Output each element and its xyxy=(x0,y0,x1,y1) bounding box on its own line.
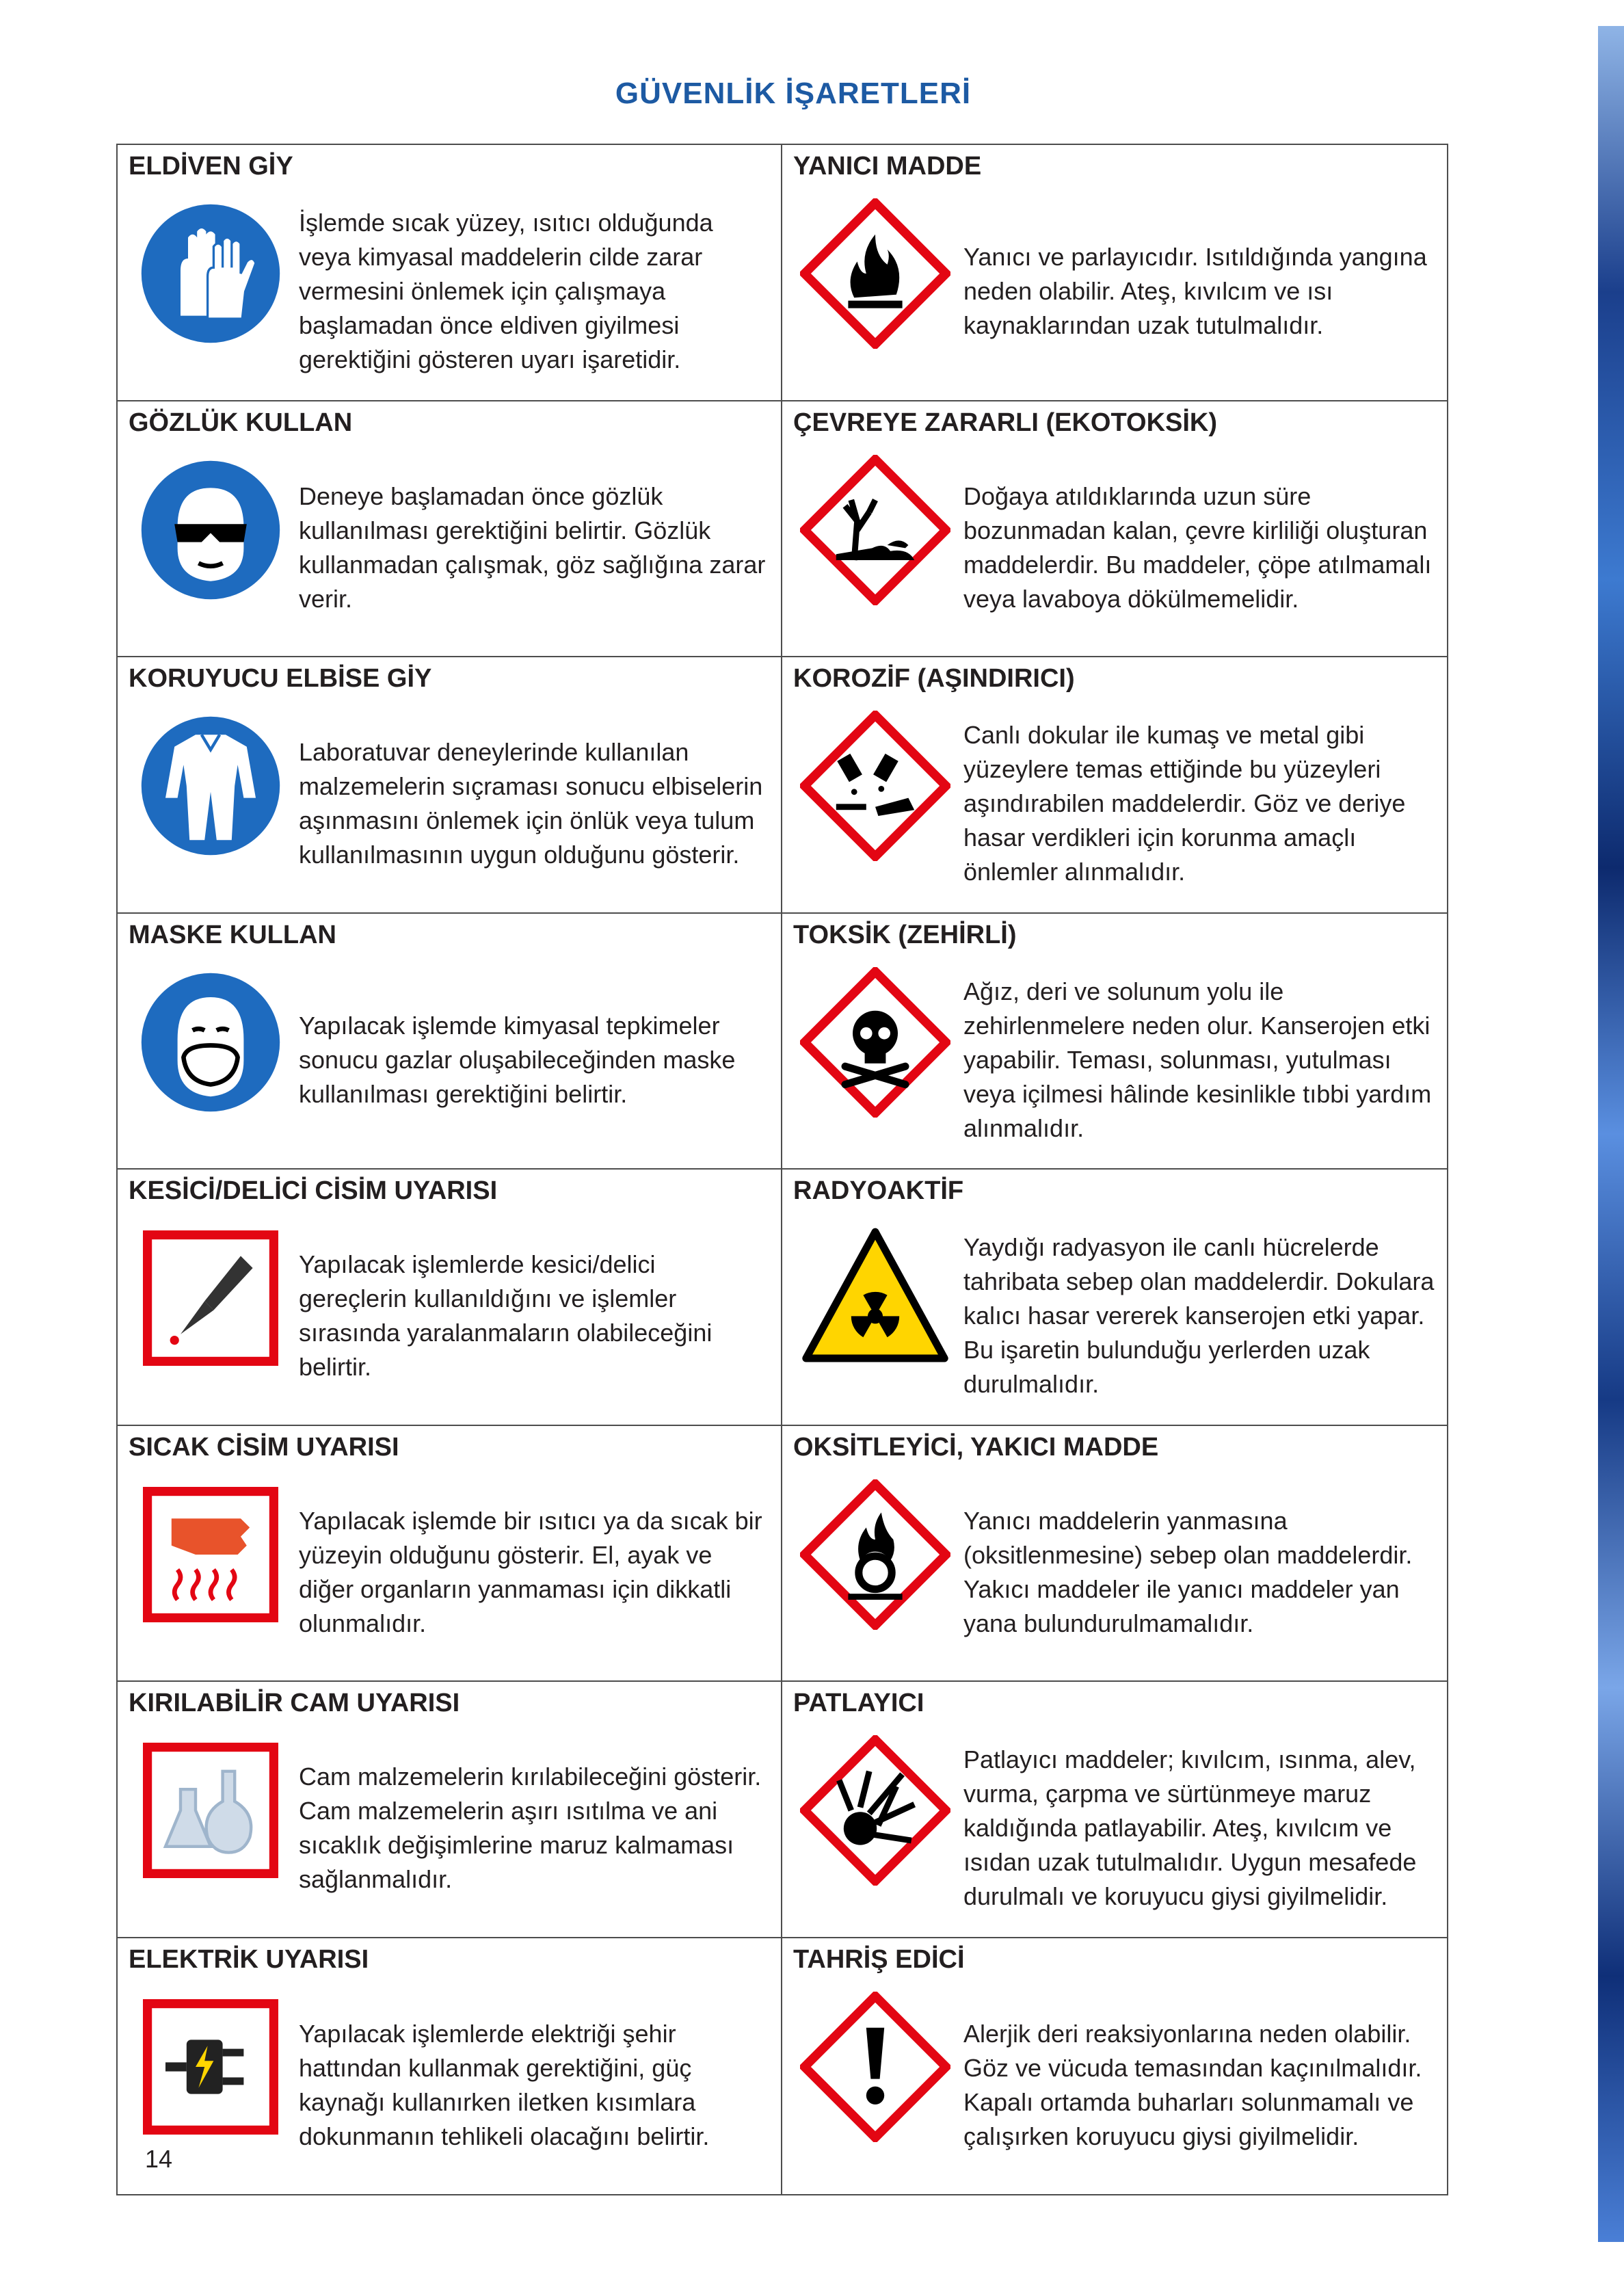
sign-title: TAHRİŞ EDİCİ xyxy=(793,1944,965,1974)
sign-description: Laboratuvar deneylerinde kullanılan malzemelerin sıçraması sonucu elbiselerin aşınmasını önlemek için önlük veya tulum kullanılmasının uygun olduğunu gösterir. xyxy=(299,738,763,869)
flame-icon xyxy=(800,198,950,349)
environment-icon xyxy=(800,455,950,605)
sign-cell-radioactive xyxy=(782,1170,1447,1426)
exclamation-icon xyxy=(800,1992,950,2142)
sign-description: Yanıcı maddelerin yanmasına (oksitlenmesine) sebep olan maddelerdir. Yakıcı maddeler ile yanıcı maddeler yan yana bulundurulmamalıdır. xyxy=(963,1506,1413,1637)
skull-crossbones-icon xyxy=(800,967,950,1118)
gloves-icon xyxy=(135,198,286,349)
corrosive-icon xyxy=(800,711,950,861)
page-title: GÜVENLİK İŞARETLERİ xyxy=(615,77,972,110)
goggles-icon xyxy=(135,455,286,605)
sign-description: Yaydığı radyasyon ile canlı hücrelerde tahribata sebep olan maddelerdir. Dokulara kalıcı hasar vererek kanserojen etki yapar. Bu işaretin bulunduğu yerlerden uzak durulmalıdır. xyxy=(963,1233,1435,1399)
sign-description: Yapılacak işlemlerde elektriği şehir hattından kullanmak gerektiğini, güç kaynağı kullanırken iletken kısımlara dokunmanın tehlikeli olacağını belirtir. xyxy=(299,2019,710,2150)
sign-title: MASKE KULLAN xyxy=(129,920,336,949)
sign-cell-irritant xyxy=(782,1938,1447,2195)
electric-plug-icon xyxy=(135,1992,286,2142)
sharp-object-icon xyxy=(135,1223,286,1373)
sign-description: Canlı dokular ile kumaş ve metal gibi yüzeylere temas ettiğinde bu yüzeyleri aşındırabilen maddelerdir. Göz ve deriye hasar verdikleri için korunma amaçlı önlemler alınmalıdır. xyxy=(963,721,1406,886)
sign-title: KOROZİF (AŞINDIRICI) xyxy=(793,664,1075,693)
safety-signs-table xyxy=(116,144,1448,2195)
sign-cell-hot-surface xyxy=(118,1426,782,1682)
sign-cell-sharp-object xyxy=(118,1170,782,1426)
sign-description: İşlemde sıcak yüzey, ısıtıcı olduğunda veya kimyasal maddelerin cilde zarar vermesini önlemek için çalışmaya başlamadan önce eldiven giyilmesi gerektiğini gösteren uyarı işaretidir. xyxy=(299,209,713,374)
oxidizer-icon xyxy=(800,1479,950,1630)
sign-cell-electric xyxy=(118,1938,782,2195)
sign-description: Yapılacak işlemde kimyasal tepkimeler sonucu gazlar oluşabileceğinden maske kullanılması gerektiğini belirtir. xyxy=(299,1011,736,1108)
sign-title: KIRILABİLİR CAM UYARISI xyxy=(129,1689,460,1717)
sign-title: KORUYUCU ELBİSE GİY xyxy=(129,664,432,693)
sign-description: Yapılacak işlemlerde kesici/delici gereçlerin kullanıldığını ve işlemler sırasında yaralanmaların olabileceğini belirtir. xyxy=(299,1250,713,1382)
sign-cell-fragile-glass xyxy=(118,1682,782,1938)
sign-description: Yanıcı ve parlayıcıdır. Isıtıldığında yangına neden olabilir. Ateş, kıvılcım ve ısı kaynaklarından uzak tutulmalıdır. xyxy=(963,243,1427,340)
sign-cell-corrosive xyxy=(782,657,1447,914)
protective-suit-icon xyxy=(135,711,286,861)
sign-cell-protective-suit xyxy=(118,657,782,914)
sign-title: ÇEVREYE ZARARLI (EKOTOKSİK) xyxy=(793,408,1218,437)
sign-title: OKSİTLEYİCİ, YAKICI MADDE xyxy=(793,1432,1159,1462)
sign-title: KESİCİ/DELİCİ CİSİM UYARISI xyxy=(129,1176,498,1205)
sign-description: Yapılacak işlemde bir ısıtıcı ya da sıcak bir yüzeyin olduğunu gösterir. El, ayak ve diğer organların yanmaması için dikkatli olunmalıdır. xyxy=(299,1506,762,1637)
decorative-side-strip xyxy=(1598,26,1624,2242)
sign-cell-flammable xyxy=(782,145,1447,401)
sign-title: TOKSİK (ZEHİRLİ) xyxy=(793,920,1017,949)
sign-description: Cam malzemelerin kırılabileceğini gösterir. Cam malzemelerin aşırı ısıtılma ve ani sıcaklık değişimlerine maruz kalmaması sağlanmalıdır. xyxy=(299,1763,762,1894)
sign-cell-toxic xyxy=(782,914,1447,1170)
sign-description: Ağız, deri ve solunum yolu ile zehirlenmelere neden olur. Kanserojen etki yapabilir. Teması, solunması, yutulması veya içilmesi hâlinde kesinlikle tıbbi yardım alınmalıdır. xyxy=(963,977,1432,1142)
sign-title: SICAK CİSİM UYARISI xyxy=(129,1432,399,1462)
page-number: 14 xyxy=(145,2145,173,2173)
sign-title: PATLAYICI xyxy=(793,1689,924,1717)
explosive-icon xyxy=(800,1735,950,1886)
radioactive-icon xyxy=(800,1223,950,1373)
sign-cell-oxidizer xyxy=(782,1426,1447,1682)
sign-description: Patlayıcı maddeler; kıvılcım, ısınma, alev, vurma, çarpma ve sürtünmeye maruz kaldığında patlayabilir. Ateş, kıvılcım ve ısıdan uzak tutulmalıdır. Uygun mesafede durulmalı ve koruyucu giysi giyilmelidir. xyxy=(963,1745,1417,1911)
sign-description: Doğaya atıldıklarında uzun süre bozunmadan kalan, çevre kirliliği oluşturan maddelerdir. Bu maddeler, çöpe atılmamalı veya lavaboya dökülmemelidir. xyxy=(963,481,1432,613)
hot-hand-icon xyxy=(135,1479,286,1630)
mask-icon xyxy=(135,967,286,1118)
sign-description: Alerjik deri reaksiyonlarına neden olabilir. Göz ve vücuda temasından kaçınılmalıdır. Kapalı ortamda buharları solunmamalı ve çalışırken koruyucu giysi giyilmelidir. xyxy=(963,2019,1422,2150)
sign-cell-explosive xyxy=(782,1682,1447,1938)
sign-title: ELDİVEN GİY xyxy=(129,152,293,181)
sign-title: RADYOAKTİF xyxy=(793,1176,964,1205)
sign-cell-environment xyxy=(782,401,1447,658)
sign-title: ELEKTRİK UYARISI xyxy=(129,1944,369,1974)
sign-title: YANICI MADDE xyxy=(793,152,982,181)
sign-description: Deneye başlamadan önce gözlük kullanılması gerektiğini belirtir. Gözlük kullanmadan çalışmak, göz sağlığına zarar verir. xyxy=(299,481,766,613)
glassware-icon xyxy=(135,1735,286,1886)
sign-title: GÖZLÜK KULLAN xyxy=(129,408,353,437)
sign-cell-gloves xyxy=(118,145,782,401)
sign-cell-goggles xyxy=(118,401,782,658)
sign-cell-mask xyxy=(118,914,782,1170)
